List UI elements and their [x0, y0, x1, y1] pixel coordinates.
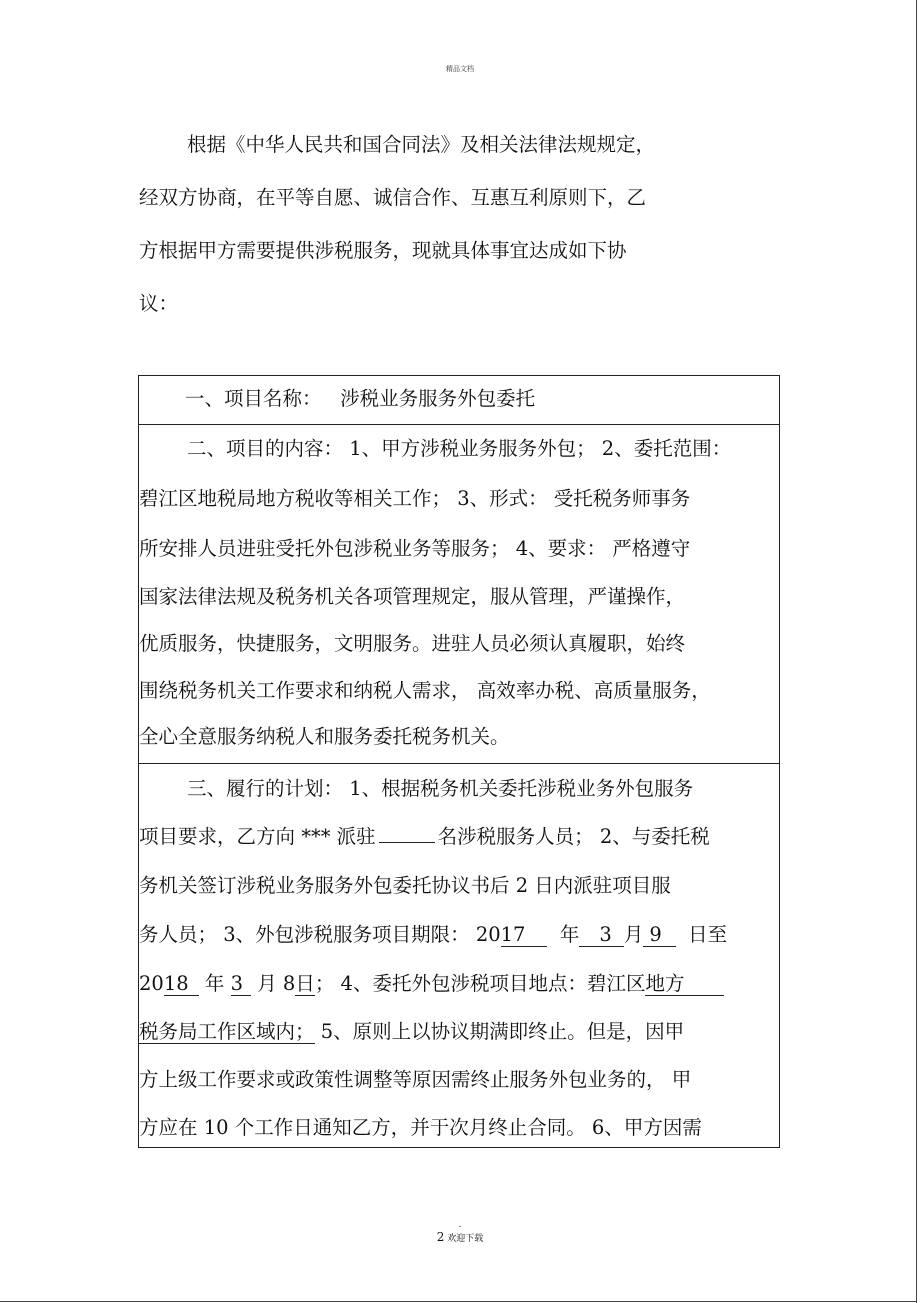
end-month: 3 — [231, 973, 251, 996]
plan-text: 日至 — [688, 923, 728, 946]
start-day: 9 — [643, 924, 675, 947]
page-number: 2 — [436, 1230, 445, 1244]
project-name-value: 涉税业务服务外包委托 — [340, 387, 536, 410]
page-border-bottom — [0, 1301, 917, 1302]
content-line: 所安排人员进驻受托外包涉税业务等服务； 4、要求： 严格遵守 — [139, 537, 691, 560]
plan-text: 5、原则上以协议期满即终止。但是，因甲 — [314, 1020, 685, 1043]
staff-count-blank — [379, 842, 435, 843]
plan-line — [139, 1017, 684, 1047]
plan-line: 方应在 10 个工作日通知乙方，并于次月终止合同。 6、甲方因需 — [139, 1116, 702, 1139]
project-name-line — [185, 384, 535, 414]
page-footer — [0, 1220, 920, 1244]
end-day: 8 — [282, 972, 296, 995]
year-char: 年 — [204, 972, 225, 995]
content-line: 围绕税务机关工作要求和纳税人需求， 高效率办税、高质量服务， — [139, 679, 711, 702]
start-year: 17 — [501, 924, 548, 947]
page-border-right — [916, 0, 917, 1303]
footer-text: 欢迎下载 — [447, 1234, 484, 1244]
plan-text: 名涉税服务人员； 2、与委托税 — [437, 825, 710, 848]
plan-text: 务人员； 3、外包涉税服务项目期限： — [139, 923, 476, 946]
month-char: 月 — [623, 923, 644, 946]
plan-line — [139, 822, 710, 852]
month-char: 月 — [257, 972, 277, 995]
footer-dot: . — [458, 1220, 462, 1230]
content-line: 二、项目的内容： 1、甲方涉税业务服务外包； 2、委托范围： — [187, 437, 732, 460]
intro-line: 议： — [139, 292, 179, 315]
header-note: 精品文档 — [446, 65, 474, 73]
intro-line: 方根据甲方需要提供涉税服务，现就具体事宜达成如下协 — [139, 239, 627, 262]
end-year: 18 — [164, 973, 199, 996]
location-part1: 地方 — [645, 973, 724, 996]
content-line: 国家法律法规及税务机关各项管理规定，服从管理，严谨操作， — [139, 585, 686, 608]
intro-paragraph — [139, 118, 729, 330]
plan-text: 项目要求，乙方向 *** 派驻 — [139, 825, 376, 848]
plan-line-dates — [139, 920, 727, 950]
intro-line: 经双方协商，在平等自愿、诚信合作、互惠互利原则下，乙 — [139, 186, 647, 209]
intro-line: 根据《中华人民共和国合同法》及相关法律法规规定， — [187, 133, 656, 156]
content-line: 全心全意服务纳税人和服务委托税务机关。 — [139, 725, 510, 748]
plan-line-dates — [139, 969, 724, 999]
location-part2: 税务局工作区域内； — [139, 1020, 315, 1043]
section-project-content — [138, 424, 780, 764]
content-line: 碧江区地税局地方税收等相关工作； 3、形式： 受托税务师事务 — [139, 487, 691, 510]
plan-line: 三、履行的计划： 1、根据税务机关委托涉税业务外包服务 — [187, 777, 694, 800]
plan-text: ； 4、委托外包涉税项目地点：碧江区 — [314, 972, 646, 995]
start-year-prefix: 20 — [475, 923, 501, 946]
end-year-prefix: 20 — [139, 972, 164, 995]
content-line: 优质服务，快捷服务，文明服务。进驻人员必须认真履职，始终 — [139, 632, 686, 655]
plan-line: 方上级工作要求或政策性调整等原因需终止服务外包业务的， 甲 — [139, 1068, 692, 1091]
section-performance-plan — [138, 763, 780, 1148]
start-month: 3 — [579, 924, 623, 947]
plan-line: 务机关签订涉税业务服务外包委托协议书后 2 日内派驻项目服 — [139, 874, 671, 897]
year-char: 年 — [559, 923, 580, 946]
project-name-label: 一、项目名称： — [185, 387, 322, 410]
section-project-name — [138, 375, 780, 425]
end-day-char: 日 — [295, 972, 315, 995]
